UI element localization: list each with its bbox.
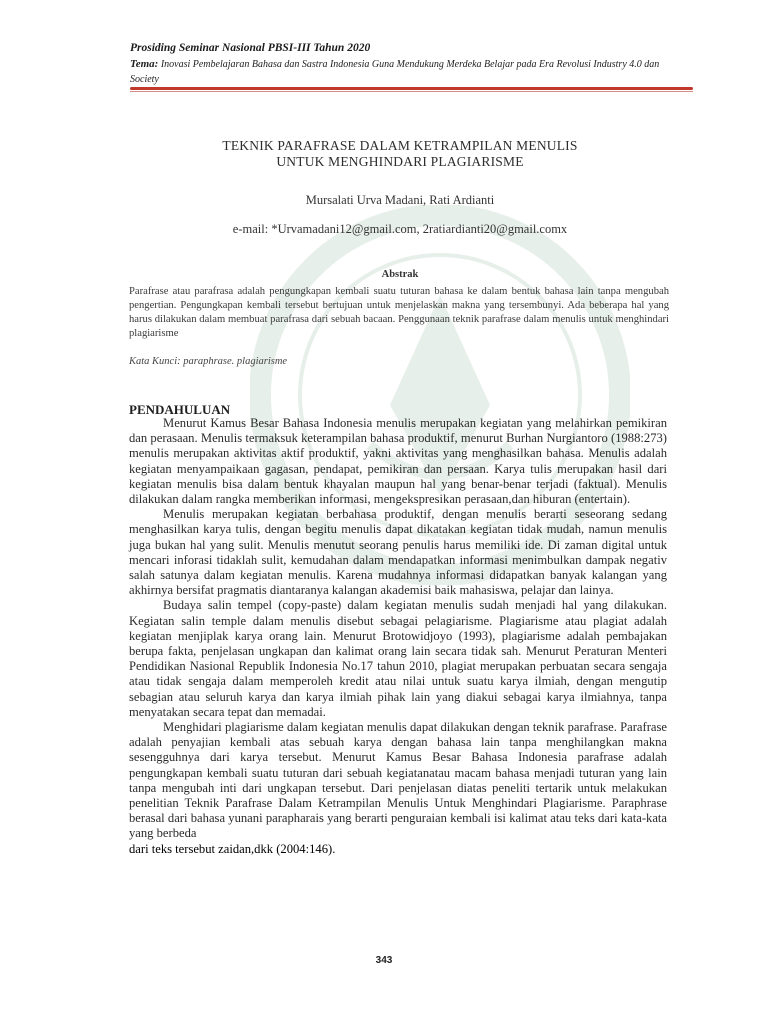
abstract-heading: Abstrak (381, 269, 419, 280)
theme-label: Tema: (130, 58, 159, 70)
paragraph-4-text: Menghidari plagiarisme dalam kegiatan menulis dapat dilakukan dengan teknik parafrase. Parafrase adalah penyajian kembali atas sebuah karya dengan bahasa lain tanpa menghilangkan makna sesengguhnya dari karya tersebut. Menurut Kamus Besar Bahasa Indonesia parafrase adalah pengungkapan kembali suatu tuturan dari sebuah kegiatanatau macam bahasa menjadi tuturan yang lain tanpa mengubah inti dari ungkapan tersebut. Dari penjelasan diatas peneliti tertarik untuk melakukan penelitian Teknik Parafrase Dalam Ketrampilan Menulis Untuk Menghindari Plagiarisme. Paraphrase berasal dari bahasa yunani parapharais yang berarti penguraian kembali isi kalimat atau teks dari kata-kata yang berbeda (129, 720, 667, 841)
header-rule (130, 87, 693, 90)
page-number: 343 (375, 955, 393, 966)
authors: Mursalati Urva Madani, Rati Ardianti (305, 193, 495, 207)
proceedings-theme (130, 57, 690, 87)
paper-title (130, 138, 670, 170)
header-rule-shadow (130, 91, 693, 92)
paragraph-4-last-line: dari teks tersebut zaidan,dkk (2004:146). (129, 841, 336, 856)
proceedings-title: Prosiding Seminar Nasional PBSI-III Tahun 2020 (130, 42, 371, 54)
journal-header (130, 42, 690, 87)
paragraph-3: Budaya salin tempel (copy-paste) dalam kegiatan menulis sudah menjadi hal yang dilakukan. Kegiatan salin temple dalam menulis disebut sebagai pelagiarisme. Plagiarisme atau plagiat adalah kegiatan menjiplak karya orang lain. Menurut Brotowidjoyo (1993), plagiarisme adalah pembajakan berupa fakta, penjelasan ungkapan dan kalimat orang lain secara tidak sah. Menurut Peraturan Menteri Pendidikan Nasional Republik Indonesia No.17 tahun 2010, plagiat merupakan perbuatan secara sengaja atau tidak sengaja dalam memperoleh kredit atau nilai untuk suatu karya ilmiah, dengan mengutip sebagian atau seluruh karya dan karya ilmiah pihak lain yang diakui sebagai karya ilmiahnya, tanpa menyatakan secara tepat dan memadai. (129, 598, 667, 719)
section-body (129, 416, 667, 857)
paragraph-2: Menulis merupakan kegiatan berbahasa produktif, dengan menulis berarti seseorang sedang menghasilkan karya tulis, dengan begitu menulis dapat dikatakan kegiatan tidak mudah, namun menulis juga bukan hal yang sulit. Menulis menutut seorang penulis harus memiliki ide. Di zaman digital untuk mencari inforasi tidaklah sulit, kemudahan dalam mendapatkan informasi menimbulkan dampak negativ salah satunya dalam kegiatan menulis. Karena mudahnya informasi didapatkan banyak kalangan yang akhirnya bersifat pragmatis diantaranya kalangan akademisi baik mahasiswa, pelajar dan lainya. (129, 507, 667, 598)
theme-text: Inovasi Pembelajaran Bahasa dan Sastra Indonesia Guna Mendukung Merdeka Belajar pada Era Revolusi Industry 4.0 dan Society (130, 59, 660, 85)
paragraph-4 (129, 720, 667, 857)
keywords: Kata Kunci: paraphrase. plagiarisme (129, 356, 288, 367)
title-line-1: TEKNIK PARAFRASE DALAM KETRAMPILAN MENULIS (222, 138, 578, 153)
title-line-2: UNTUK MENGHINDARI PLAGIARISME (276, 154, 524, 169)
section-heading: PENDAHULUAN (129, 402, 231, 417)
author-emails: e-mail: *Urvamadani12@gmail.com, 2ratiardianti20@gmail.comx (232, 222, 568, 236)
paragraph-1: Menurut Kamus Besar Bahasa Indonesia menulis merupakan kegiatan yang melahirkan pemikiran dan perasaan. Menulis termaksuk keterampilan bahasa produktif, menurut Burhan Nurgiantoro (1988:273) menulis merupakan aktivitas aktif produktif, yakni aktivitas yang menghasilkan bahasa. Menulis adalah kegiatan menyampaikaan gagasan, pendapat, pemikiran dan persaan. Karya tulis merupakan hasil dari kegiatan menulis bisa dalam bentuk khayalan maupun hal yang benar-benar terjadi (faktual). Menulis dilakukan dalam rangka memberikan informasi, mengekspresikan perasaan,dan hiburan (entertain). (129, 416, 667, 507)
abstract-text: Parafrase atau parafrasa adalah pengungkapan kembali suatu tuturan bahasa ke dalam bentuk bahasa lain tanpa mengubah pengertian. Pengungkapan kembali tersebut bertujuan untuk menjelaskan makna yang tersembunyi. Ada beberapa hal yang harus dilakukan dalam membuat parafrasa dari sebuah bacaan. Penggunaan teknik parafrase dalam menulis untuk menghindari plagiarisme (129, 286, 669, 339)
